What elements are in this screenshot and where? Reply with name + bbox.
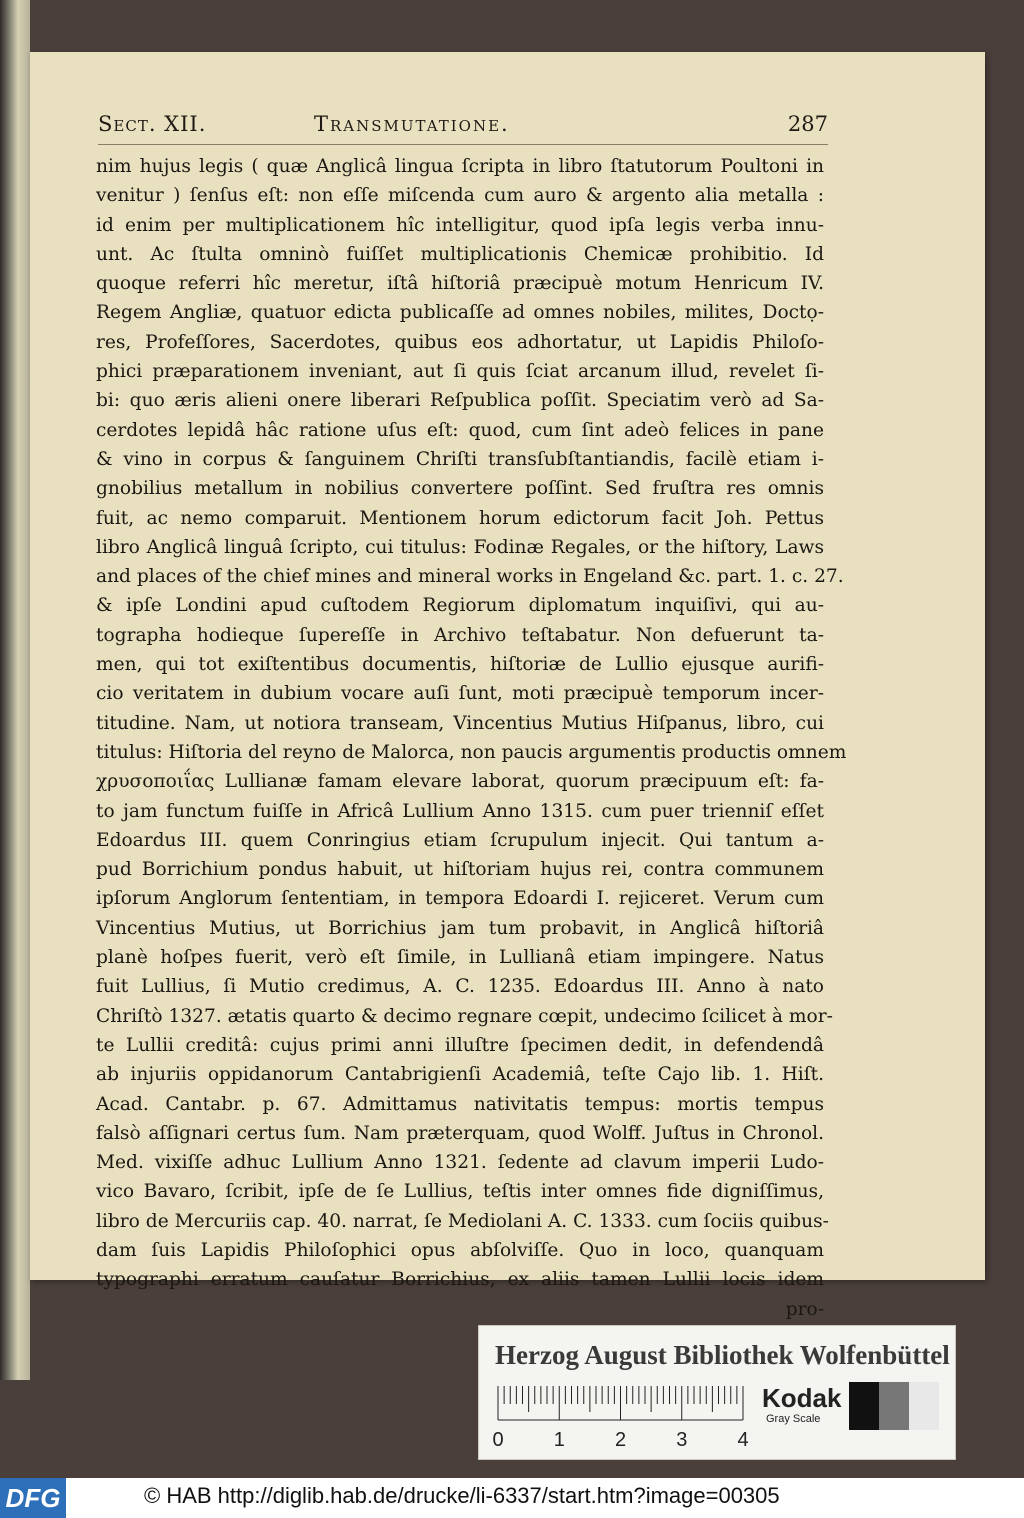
- ruler-ticks: [498, 1386, 743, 1420]
- ruler-number: 1: [553, 1429, 565, 1451]
- text-line: & vino in corpus & ſanguinem Chriſti transſubſtantiandis, facilè etiam i-: [96, 448, 824, 470]
- ruler-number: 0: [492, 1429, 504, 1451]
- text-line: libro de Mercuriis cap. 40. narrat, ſe Mediolani A. C. 1333. cum ſociis quibus-: [96, 1210, 829, 1232]
- text-line: nim hujus legis ( quæ Anglicâ lingua ſcripta in libro ſtatutorum Poultoni in: [96, 156, 824, 177]
- text-line: dam ſuis Lapidis Philoſophici opus abſolviſſe. Quo in loco, quanquam: [96, 1239, 824, 1261]
- text-line: typographi erratum cauſatur Borrichius, ex aliis tamen Lullii locis idem: [96, 1269, 824, 1291]
- text-line: ab injuriis oppidanorum Cantabrigienſi Academiâ, teſte Cajo lib. 1. Hiſt.: [96, 1064, 824, 1086]
- text-line: titulus: Hiſtoria del reyno de Malorca, non paucis argumentis productis omnem: [96, 741, 847, 763]
- text-line: titudine. Nam, ut notiora transeam, Vincentius Mutius Hiſpanus, libro, cui: [96, 712, 824, 734]
- text-line: planè hoſpes fuerit, verò eſt ſimile, in Lullianâ etiam impingere. Natus: [96, 947, 824, 969]
- ruler-number: 4: [737, 1429, 749, 1451]
- gray-swatch: [909, 1382, 939, 1430]
- text-line: pud Borrichium pondus habuit, ut hiſtoriam hujus rei, contra communem: [96, 859, 824, 881]
- text-line: tographa hodieque ſupereſſe in Archivo teſtabatur. Non defuerunt ta-: [96, 624, 824, 646]
- viewer-footer: [0, 1478, 1024, 1518]
- text-line: and places of the chief mines and mineral works in Engeland &c. part. 1. c. 27.: [96, 566, 844, 588]
- text-line: & ipſe Londini apud cuſtodem Regiorum diplomatum inquiſivi, qui au-: [96, 595, 824, 617]
- text-line: venitur ) ſenſus eſt: non eſſe miſcenda cum auro & argento alia metalla :: [96, 185, 824, 207]
- book-spine: [0, 0, 30, 1380]
- text-line: libro Anglicâ linguâ ſcripto, cui titulus: Fodinæ Regales, or the hiſtory, Laws: [96, 536, 824, 558]
- copyright-link[interactable]: © HAB http://diglib.hab.de/drucke/li-6337/start.htm?image=00305: [144, 1483, 780, 1508]
- header-rule: [98, 144, 828, 145]
- text-line: te Lullii creditâ: cujus primi anni illuſtre ſpecimen dedit, in defendendâ: [96, 1034, 824, 1056]
- text-line: to jam functum fuiſſe in Africâ Lullium Anno 1315. cum puer trienniſ eſſet: [96, 800, 824, 822]
- text-line: fuit Lullius, ſi Mutio credimus, A. C. 1235. Edoardus III. Anno à nato: [96, 976, 824, 998]
- text-line: falsò aſſignari certus ſum. Nam præterquam, quod Wolff. Juſtus in Chronol.: [96, 1122, 824, 1144]
- kodak-brand: Kodak: [762, 1383, 842, 1413]
- page-number: 287: [787, 112, 828, 136]
- text-line: cerdotes lepidâ hâc ratione uſus eſt: quod, cum ſint adeò felices in pane: [96, 419, 824, 441]
- library-name: Herzog August Bibliothek Wolfenbüttel: [495, 1340, 950, 1370]
- gray-scale-swatches: [849, 1382, 939, 1430]
- kodak-subtitle: Gray Scale: [766, 1413, 821, 1425]
- header-section: Sect. XII.: [98, 112, 207, 136]
- catchword: pro-: [785, 1298, 824, 1320]
- text-line: Regem Angliæ, quatuor edicta publicaſſe ad omnes nobiles, milites, Doctọ-: [96, 302, 824, 324]
- body-text: [96, 152, 847, 1324]
- text-line: Vincentius Mutius, ut Borrichius jam tum probavit, in Anglicâ hiſtoriâ: [96, 917, 824, 939]
- text-line: quoque referri hîc meretur, iſtâ hiſtoriâ præcipuè motum Henricum IV.: [96, 273, 824, 295]
- kodak-logo: [762, 1381, 852, 1431]
- gray-swatch: [879, 1382, 909, 1430]
- text-line: Med. vixiſſe adhuc Lullium Anno 1321. ſedente ad clavum imperii Ludo-: [96, 1152, 824, 1174]
- library-color-target: [478, 1325, 956, 1460]
- text-line: unt. Ac ſtulta omninò fuiſſet multiplicationis Chemicæ prohibitio. Id: [96, 243, 824, 265]
- text-line: id enim per multiplicationem hîc intelligitur, quod ipſa legis verba innu-: [96, 214, 824, 236]
- text-line: bi: quo æris alieni onere liberari Reſpublica poſſit. Speciatim verò ad Sa-: [96, 390, 824, 412]
- text-line: Acad. Cantabr. p. 67. Admittamus nativitatis tempus: mortis tempus: [96, 1093, 824, 1115]
- gray-swatch: [849, 1382, 879, 1430]
- text-line: res, Profeſſores, Sacerdotes, quibus eos adhortatur, ut Lapidis Philoſo-: [96, 331, 824, 353]
- ruler-number: 3: [676, 1429, 688, 1451]
- text-line: χρυσοποιΐας Lullianæ famam elevare laborat, quorum præcipuum eſt: fa-: [96, 771, 824, 793]
- catchword-line: [96, 1295, 824, 1324]
- scale-ruler: [492, 1386, 749, 1452]
- text-line: vico Bavaro, ſcribit, ipſe de ſe Lullius, teſtis inter omnes fide digniſſimus,: [96, 1181, 824, 1203]
- ruler-number: 2: [614, 1429, 627, 1451]
- text-line: gnobilius metallum in nobilius convertere poſſint. Sed fruſtra res omnis: [96, 478, 824, 500]
- text-line: fuit, ac nemo comparuit. Mentionem horum edictorum facit Joh. Pettus: [96, 507, 824, 529]
- text-line: Chriſtò 1327. ætatis quarto & decimo regnare cœpit, undecimo ſcilicet à mor-: [96, 1005, 833, 1027]
- text-line: men, qui tot exiſtentibus documentis, hiſtoriæ de Lullio ejusque aurifi-: [96, 654, 824, 676]
- text-line: phici præparationem inveniant, aut ſi quis ſciat arcanum illud, revelet ſi-: [96, 361, 824, 383]
- text-line: Edoardus III. quem Conringius etiam ſcrupulum injecit. Qui tantum a-: [96, 829, 824, 851]
- dfg-logo: DFG: [0, 1478, 66, 1518]
- book-page: [30, 52, 985, 1320]
- ruler-numbers: [492, 1429, 748, 1451]
- header-title: Transmutatione.: [314, 112, 510, 136]
- text-line: ipſorum Anglorum ſententiam, in tempora Edoardi I. rejiceret. Verum cum: [96, 888, 824, 910]
- text-line: cio veritatem in dubium vocare auſi ſunt, moti præcipuè temporum incer-: [96, 683, 824, 705]
- running-header: [98, 112, 828, 142]
